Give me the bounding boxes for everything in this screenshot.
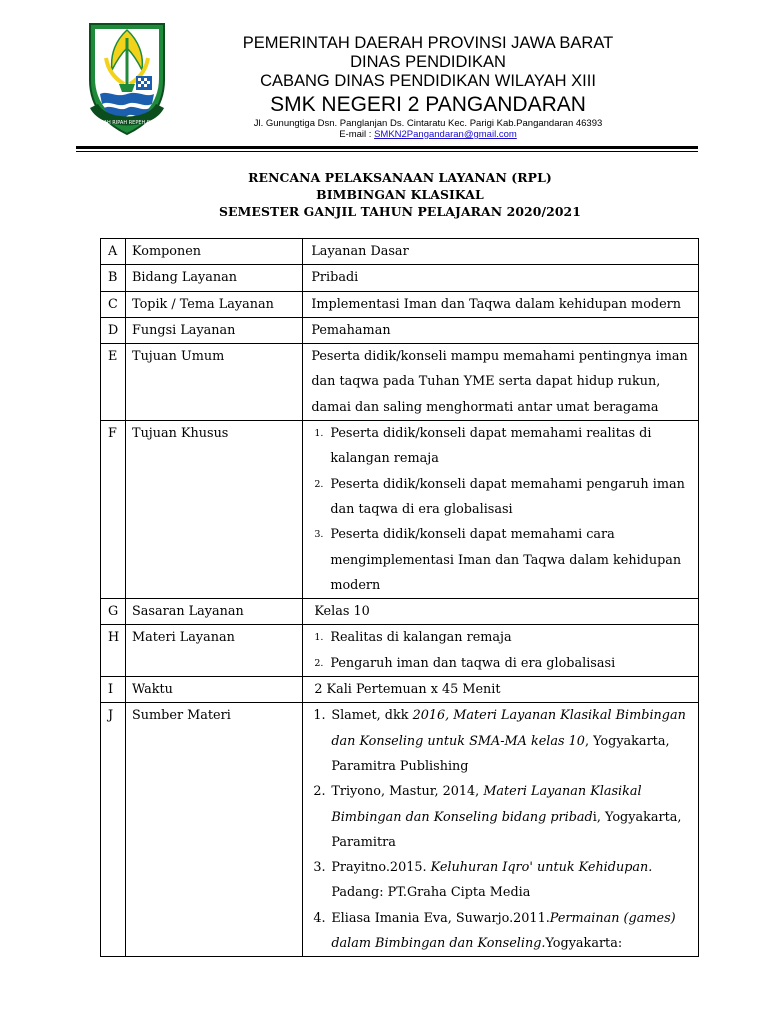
item-number: 1.: [314, 428, 324, 440]
row-key: F: [101, 421, 126, 599]
email-line: [168, 129, 688, 140]
table-row: [101, 625, 699, 677]
materials-list: [311, 625, 694, 676]
table-row: [101, 344, 699, 421]
item-text: Realitas di kalangan remaja: [330, 630, 512, 646]
table-row: [101, 239, 699, 265]
item-number: 2.: [314, 478, 324, 490]
row-label: Tujuan Khusus: [126, 421, 303, 599]
table-row: [101, 599, 699, 625]
row-label: Sasaran Layanan: [126, 599, 303, 625]
reference-author: Eliasa Imania Eva, Suwarjo.2011.: [331, 910, 550, 926]
time-value: 2 Kali Pertemuan x 45 Menit: [314, 682, 501, 698]
row-label: Materi Layanan: [126, 625, 303, 677]
reference-publisher: Yogyakarta:: [545, 936, 623, 952]
list-item: [311, 651, 694, 676]
row-value: Pribadi: [303, 265, 699, 291]
title-line-2: BIMBINGAN KLASIKAL: [316, 187, 484, 202]
table-row: [101, 291, 699, 317]
row-value: Pemahaman: [303, 317, 699, 343]
reference-publisher: , Yogyakarta, Paramitra Publishing: [331, 733, 670, 774]
reference-author: Triyono, Mastur, 2014,: [331, 784, 484, 800]
reference-item: [311, 906, 694, 957]
title-line-3: SEMESTER GANJIL TAHUN PELAJARAN 2020/2021: [219, 204, 581, 219]
reference-publisher: i, Yogyakarta, Paramitra: [331, 809, 682, 850]
row-key: C: [101, 291, 126, 317]
row-label: Fungsi Layanan: [126, 317, 303, 343]
row-key: G: [101, 599, 126, 625]
document-title: [100, 169, 700, 220]
row-value: [303, 625, 699, 677]
list-item: [311, 522, 694, 598]
reference-author: Prayitno.2015.: [331, 860, 431, 876]
item-number: 3.: [314, 529, 324, 541]
row-value: Implementasi Iman dan Taqwa dalam kehidupan modern: [303, 291, 699, 317]
row-key: D: [101, 317, 126, 343]
row-label: Waktu: [126, 677, 303, 703]
reference-title: Permainan (games) dalam Bimbingan dan Konseling.: [331, 910, 676, 952]
list-item: [311, 472, 694, 523]
school-name: SMK NEGERI 2 PANGANDARAN: [270, 93, 586, 116]
row-label: Bidang Layanan: [126, 265, 303, 291]
item-number: 1.: [313, 708, 326, 724]
row-label: Topik / Tema Layanan: [126, 291, 303, 317]
row-label: Sumber Materi: [126, 703, 303, 957]
item-number: 3.: [313, 860, 326, 876]
agency-name: DINAS PENDIDIKAN: [350, 53, 506, 71]
row-key: B: [101, 265, 126, 291]
table-row: [101, 703, 699, 957]
email-link[interactable]: SMKN2Pangandaran@gmail.com: [374, 129, 517, 140]
objectives-list: [311, 421, 694, 598]
email-label: E-mail :: [339, 129, 375, 140]
header-divider-thin: [76, 151, 698, 152]
list-item: [311, 421, 694, 472]
row-key: I: [101, 677, 126, 703]
row-value: Peserta didik/konseli mampu memahami pentingnya iman dan taqwa pada Tuhan YME serta dapat hidup rukun, damai dan saling menghormati antar umat beragama: [303, 344, 699, 421]
row-value: [303, 677, 699, 703]
item-number: 1.: [314, 632, 324, 644]
reference-item: [311, 703, 694, 779]
row-value: Layanan Dasar: [303, 239, 699, 265]
item-number: 2.: [313, 784, 326, 800]
row-label: Tujuan Umum: [126, 344, 303, 421]
row-label: Komponen: [126, 239, 303, 265]
branch-name: CABANG DINAS PENDIDIKAN WILAYAH XIII: [260, 72, 596, 90]
reference-author: Slamet, dkk: [331, 708, 413, 724]
table-row: [101, 265, 699, 291]
rpl-table: [100, 238, 699, 957]
reference-title: Materi Layanan Klasikal Bimbingan dan Konseling bidang pribad: [331, 784, 642, 825]
west-java-emblem-logo: [86, 18, 168, 138]
row-value: [303, 421, 699, 599]
letterhead-text: [168, 34, 688, 140]
row-key: J: [101, 703, 126, 957]
reference-publisher: Padang: PT.Graha Cipta Media: [331, 885, 531, 901]
row-key: E: [101, 344, 126, 421]
government-name: PEMERINTAH DAERAH PROVINSI JAWA BARAT: [242, 34, 614, 52]
target-value: Kelas 10: [314, 604, 370, 620]
reference-title: 2016, Materi Layanan Klasikal Bimbingan dan Konseling untuk SMA-MA kelas 10: [331, 708, 686, 749]
table-row: [101, 421, 699, 599]
item-text: Peserta didik/konseli dapat memahami realitas di kalangan remaja: [330, 426, 652, 467]
item-number: 2.: [314, 657, 324, 669]
header-divider-thick: [76, 146, 698, 149]
row-key: H: [101, 625, 126, 677]
reference-item: [311, 855, 694, 906]
letterhead: [0, 0, 768, 160]
list-item: [311, 625, 694, 650]
references-list: [311, 703, 694, 956]
reference-item: [311, 779, 694, 855]
item-text: Peserta didik/konseli dapat memahami pengaruh iman dan taqwa di era globalisasi: [330, 476, 685, 517]
title-line-1: RENCANA PELAKSANAAN LAYANAN (RPL): [248, 170, 552, 185]
table-row: [101, 317, 699, 343]
item-text: Pengaruh iman dan taqwa di era globalisasi: [330, 655, 616, 671]
reference-title: Keluhuran Iqro' untuk Kehidupan.: [430, 860, 653, 876]
item-number: 4.: [313, 910, 326, 926]
row-key: A: [101, 239, 126, 265]
item-text: Peserta didik/konseli dapat memahami cara mengimplementasi Iman dan Taqwa dalam kehidupan modern: [330, 527, 682, 593]
row-value: [303, 703, 699, 957]
school-address: Jl. Gunungtiga Dsn. Panglanjan Ds. Cintaratu Kec. Parigi Kab.Pangandaran 46393: [253, 118, 603, 129]
row-value: [303, 599, 699, 625]
svg-text:GEMAH RIPAH REPEH RAPIH: GEMAH RIPAH REPEH RAPIH: [92, 120, 162, 126]
table-row: [101, 677, 699, 703]
